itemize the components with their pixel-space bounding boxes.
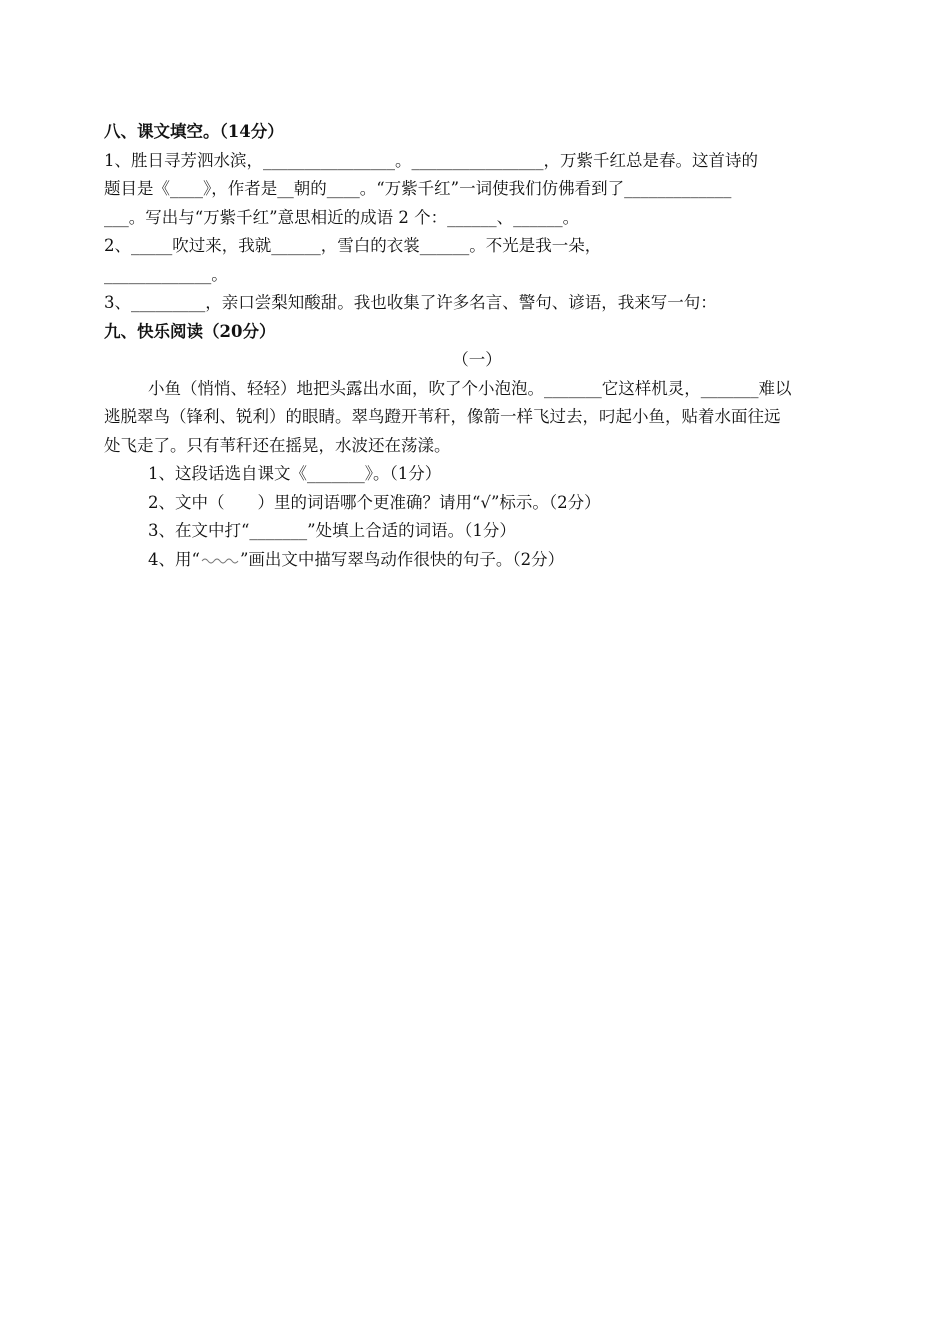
- reading-question-4: [104, 546, 850, 575]
- question-1-line-3: ___。写出与“万紫千红”意思相近的成语 2 个：______、______。: [104, 207, 580, 227]
- passage-line-2: 逃脱翠鸟（锋利、锐利）的眼睛。翠鸟蹬开苇秆，像箭一样飞过去，叼起小鱼，贴着水面往远: [104, 407, 781, 426]
- reading-question-4-suffix: ”画出文中描写翠鸟动作很快的句子。（2分）: [239, 549, 565, 569]
- question-2-line-2: _____________。: [104, 264, 228, 284]
- passage-line-1: 小鱼（悄悄、轻轻）地把头露出水面，吹了个小泡泡。_______它这样机灵，_______难以: [148, 378, 792, 398]
- passage-line-3: 处飞走了。只有苇秆还在摇晃，水波还在荡漾。: [104, 435, 451, 455]
- exam-page: [104, 118, 850, 574]
- question-3-line-1: 3、_________，亲口尝梨知酸甜。我也收集了许多名言、警句、谚语，我来写一句：: [104, 293, 717, 312]
- section-8-title: 八、课文填空。（14分）: [104, 122, 284, 141]
- wavy-underline-icon: [200, 555, 240, 565]
- section-9-title: 九、快乐阅读（20分）: [104, 321, 276, 341]
- reading-question-1: 1、这段话选自课文《_______》。（1分）: [148, 464, 442, 483]
- question-1-line-1: 1、胜日寻芳泗水滨，________________。________________，万紫千红总是春。这首诗的: [104, 150, 758, 170]
- reading-question-3: 3、在文中打“_______”处填上合适的词语。（1分）: [148, 521, 516, 540]
- reading-question-2: 2、文中（ ）里的词语哪个更准确？请用“√”标示。（2分）: [148, 492, 601, 512]
- question-1-line-2: 题目是《____》，作者是__朝的____。“万紫千红”一词使我们仿佛看到了_____________: [104, 179, 732, 198]
- passage-title: （一）: [452, 350, 502, 369]
- reading-question-4-prefix: 4、用“: [148, 549, 200, 569]
- question-2-line-1: 2、_____吹过来，我就______，雪白的衣裳______。不光是我一朵，: [104, 236, 602, 255]
